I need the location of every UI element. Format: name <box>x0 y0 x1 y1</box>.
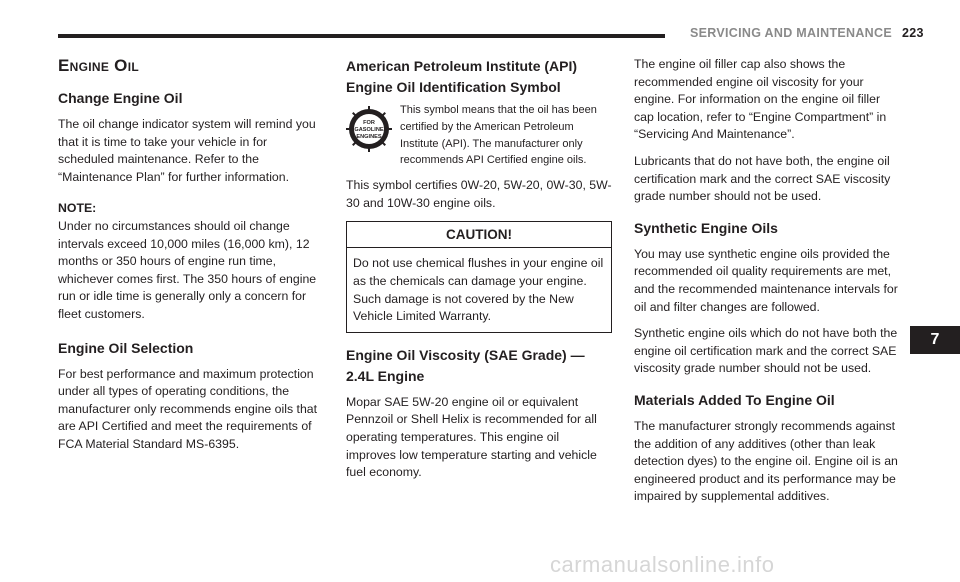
paragraph-change-engine-oil: The oil change indicator system will remind you that it is time to take your vehicle in for scheduled maintenance. Refer to the “Maintenance Plan” for further information. <box>58 117 316 184</box>
page-number: 223 <box>901 26 924 40</box>
note-body: Under no circumstances should oil change intervals exceed 10,000 miles (16,000 km), 12 months or 350 hours of engine run time, whichever comes first. The 350 hours of engine run or idle time is generally only a concern for fleet customers. <box>58 218 317 321</box>
caution-body: Do not use chemical flushes in your engine oil as the chemicals can damage your engine. Such damage is not covered by the New Vehicle Limited Warranty. <box>353 256 604 324</box>
api-mark-line-3: ENGINES <box>356 134 382 140</box>
paragraph-engine-oil-selection: For best performance and maximum protection under all types of operating conditions, the manufacturer only recommends engine oils that are API Certified and meet the requirements of FCA Material Standard MS-6395. <box>58 366 318 451</box>
api-mark-line-1: FOR <box>363 120 375 126</box>
paragraph-synthetic-1: You may use synthetic engine oils provided the recommended oil quality requirements are met, and the recommended maintenance intervals for oil and filter changes are followed. <box>634 246 898 314</box>
section-title: SERVICING AND MAINTENANCE <box>690 26 892 40</box>
paragraph-lubricants: Lubricants that do not have both, the engine oil certification mark and the correct SAE viscosity grade number should not be used. <box>634 153 891 204</box>
column-middle <box>346 56 612 491</box>
heading-synthetic-oils: Synthetic Engine Oils <box>634 219 778 236</box>
paragraph-synthetic-2: Synthetic engine oils which do not have both the engine oil certification mark and the correct SAE viscosity grade number should not be used. <box>634 326 898 376</box>
watermark: carmanualsonline.info <box>550 552 775 577</box>
header-rule <box>58 34 665 38</box>
chapter-tab: 7 <box>910 326 960 354</box>
paragraph-filler-cap: The engine oil filler cap also shows the recommended engine oil viscosity for your engine. For information on the engine oil filler cap location, refer to “Engine Compartment” in “Servicing And Maintenance”. <box>634 57 887 142</box>
api-symbol-block <box>346 106 612 169</box>
paragraph-materials-added: The manufacturer strongly recommends against the addition of any additives (other than leak detection dyes) to the engine oil. Engine oil is an engineered product and its performance may be impaired by supplemental additives. <box>634 418 898 504</box>
running-header <box>690 26 924 40</box>
heading-materials-added: Materials Added To Engine Oil <box>634 391 835 408</box>
api-certification-mark-icon <box>346 106 392 152</box>
column-right <box>634 56 900 515</box>
paragraph-api-certifies: This symbol certifies 0W-20, 5W-20, 0W-30, 5W-30 and 10W-30 engine oils. <box>346 178 612 210</box>
note-block <box>58 200 324 323</box>
column-left <box>58 56 324 463</box>
heading-engine-oil-selection: Engine Oil Selection <box>58 339 194 356</box>
paragraph-oil-viscosity: Mopar SAE 5W-20 engine oil or equivalent Pennzoil or Shell Helix is recommended for all operating temperatures. This engine oil improves low temperature starting and vehicle fuel economy. <box>346 394 597 480</box>
api-symbol-caption: This symbol means that the oil has been certified by the American Petroleum Institute (API). The manufacturer only recommends API Certified engine oils. <box>400 104 597 167</box>
api-mark-line-2: GASOLINE <box>354 127 384 133</box>
heading-change-engine-oil: Change Engine Oil <box>58 90 183 106</box>
caution-title: CAUTION! <box>347 222 611 248</box>
caution-box <box>346 221 612 332</box>
note-label: NOTE: <box>58 201 97 216</box>
section-heading-engine-oil: Engine Oil <box>58 56 139 75</box>
heading-oil-viscosity: Engine Oil Viscosity (SAE Grade) — 2.4L Engine <box>346 346 585 384</box>
heading-api-symbol: American Petroleum Institute (API) Engine Oil Identification Symbol <box>346 58 578 95</box>
